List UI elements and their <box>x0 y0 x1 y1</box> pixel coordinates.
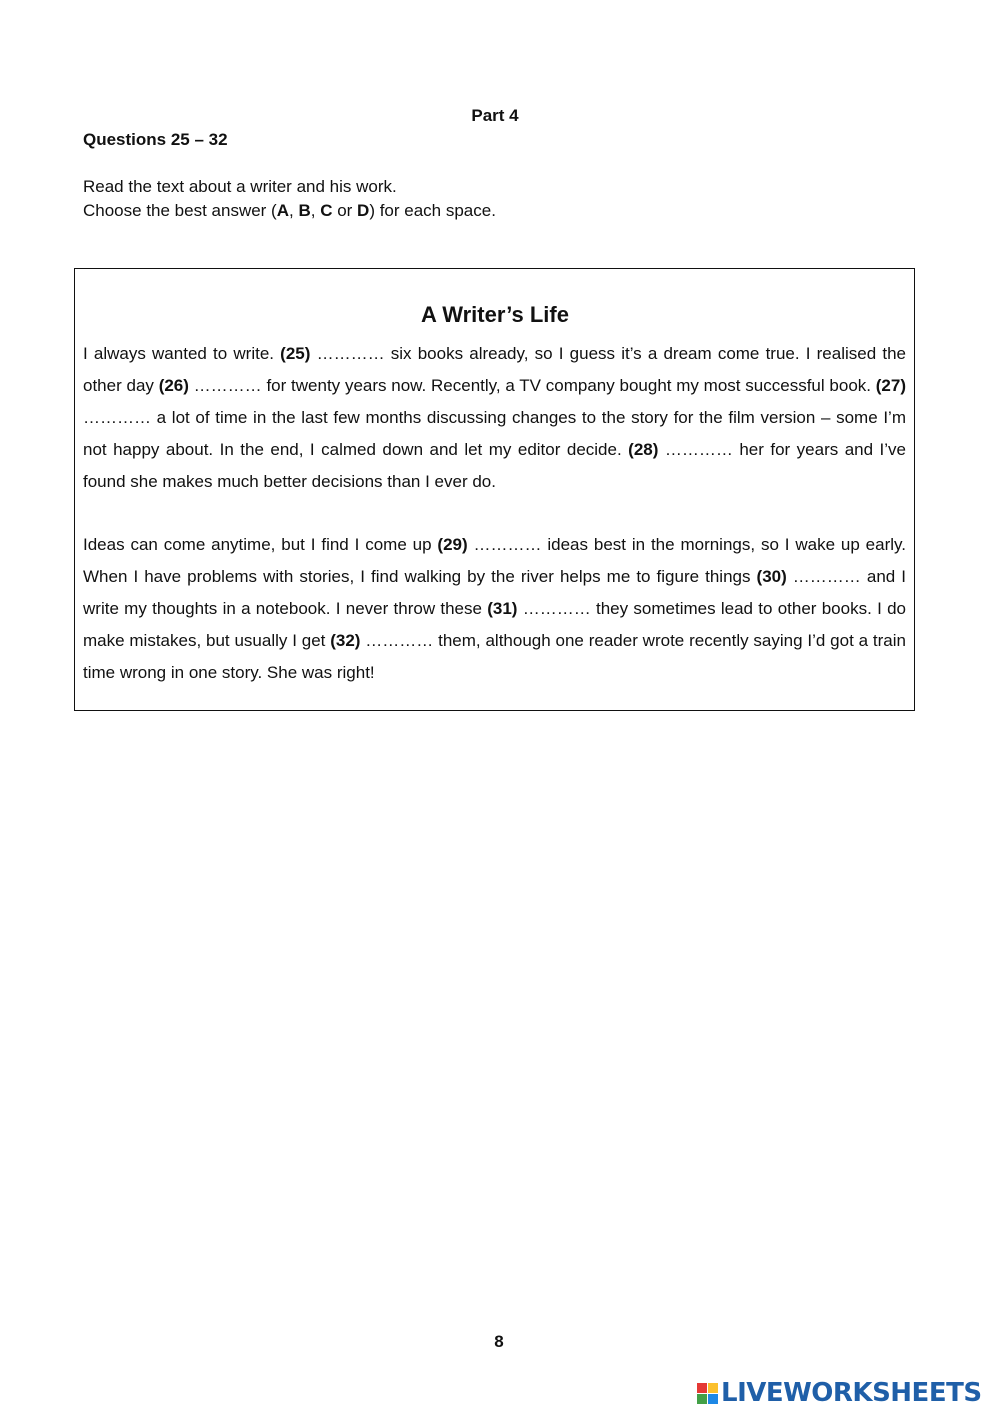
question-number: (30) <box>756 567 787 586</box>
instruction-choose: Choose the best answer (A, B, C or D) for each space. <box>83 201 496 220</box>
passage-text: Ideas can come anytime, but I find I come up <box>83 535 438 554</box>
passage-text: ………… a lot of time in the last few months discussing changes to the story for the film version – some I’m not happy about. In the end, I calmed down and let my editor decide. <box>83 408 906 459</box>
question-number: (26) <box>158 376 189 395</box>
question-number: (31) <box>487 599 518 618</box>
passage-text: ………… they sometimes lead to other books. I do make mistakes, but usually I get <box>83 599 906 650</box>
logo-text: LIVEWORKSHEETS <box>721 1378 982 1408</box>
page-number: 8 <box>494 1332 504 1351</box>
option-d: D <box>357 201 370 220</box>
logo-square-4 <box>708 1394 718 1404</box>
option-a: A <box>276 201 289 220</box>
passage-paragraph-1 <box>83 338 906 498</box>
passage-paragraph-2 <box>83 529 906 689</box>
liveworksheets-logo <box>697 1376 982 1410</box>
question-number: (29) <box>437 535 468 554</box>
instruction-read: Read the text about a writer and his work. <box>83 177 397 196</box>
passage-text: ………… ideas best in the mornings, so I wake up early. When I have problems with stories, I find walking by the river helps me to figure things <box>83 535 906 586</box>
passage-text: I always wanted to write. <box>83 344 281 363</box>
passage-text: ………… six books already, so I guess it’s a dream come true. I realised the other day <box>83 344 906 395</box>
passage-text: ………… her for years and I’ve found she makes much better decisions than I ever do. <box>83 440 906 491</box>
part-title: Part 4 <box>471 106 519 125</box>
passage-text: ………… and I write my thoughts in a notebook. I never throw these <box>83 567 906 618</box>
logo-square-1 <box>697 1383 707 1393</box>
liveworksheets-logo-icon <box>697 1383 718 1404</box>
passage-text: ………… for twenty years now. Recently, a TV company bought my most successful book. <box>188 376 876 395</box>
passage-text: ………… them, although one reader wrote recently saying I’d got a train time wrong in one story. She was right! <box>83 631 906 682</box>
passage-title: A Writer’s Life <box>421 302 569 327</box>
option-b: B <box>298 201 311 220</box>
question-number: (25) <box>280 344 311 363</box>
option-c: C <box>320 201 333 220</box>
logo-square-3 <box>697 1394 707 1404</box>
logo-square-2 <box>708 1383 718 1393</box>
question-number: (32) <box>330 631 361 650</box>
question-number: (27) <box>875 376 906 395</box>
questions-range: Questions 25 – 32 <box>83 130 228 149</box>
question-number: (28) <box>628 440 659 459</box>
